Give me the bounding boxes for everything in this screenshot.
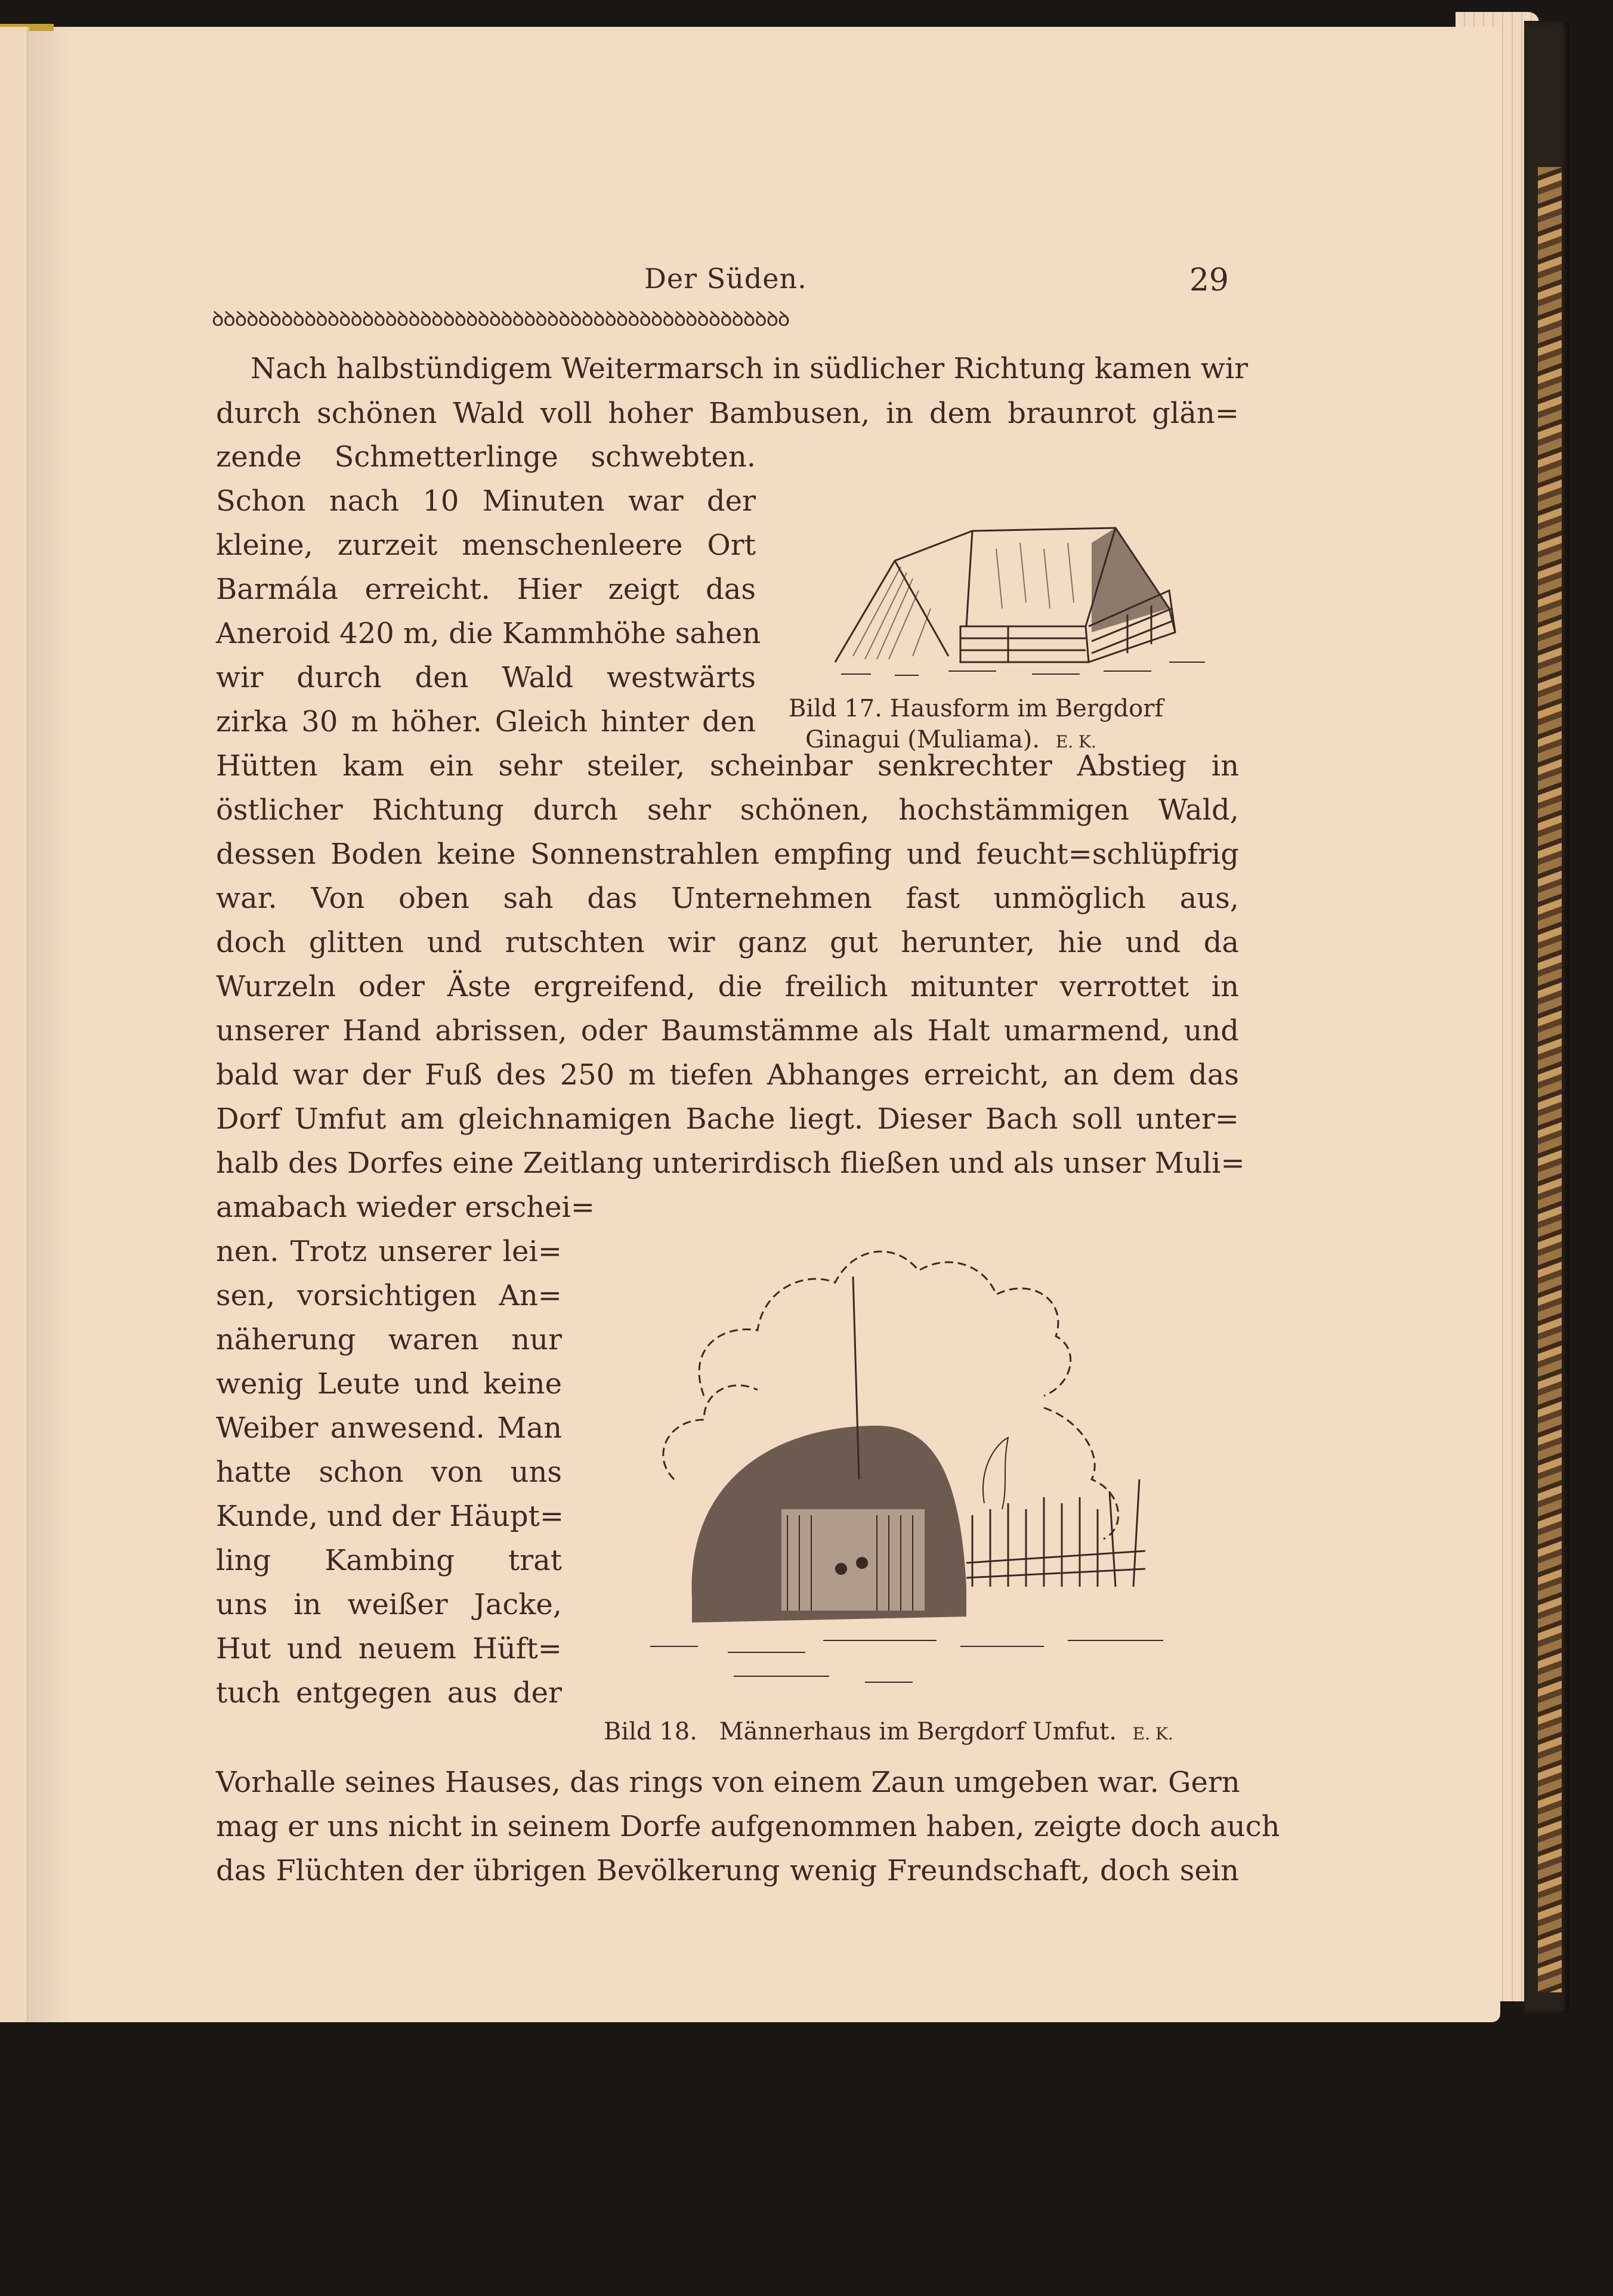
text-line: wir durch den Wald westwärts (216, 661, 756, 694)
mens-house-illustration (626, 1229, 1223, 1694)
caption-text: Hausform im Bergdorf (889, 695, 1164, 722)
text-line: Dorf Umfut am gleichnamigen Bache liegt. Dieser Bach soll unter= (216, 1102, 1239, 1136)
figure-18-caption (604, 1718, 1173, 1745)
page-header (215, 262, 1229, 304)
figure-17-caption (789, 695, 1163, 722)
text-line: wenig Leute und keine (216, 1367, 562, 1401)
text-line: das Flüchten der übrigen Bevölkerung wenig Freundschaft, doch sein (216, 1854, 1239, 1887)
figure-number: Bild 17. (789, 695, 882, 722)
text-line: doch glitten und rutschten wir ganz gut herunter, hie und da (216, 926, 1239, 959)
text-line: uns in weißer Jacke, (216, 1588, 562, 1621)
text-line: Vorhalle seines Hauses, das rings von einem Zaun umgeben war. Gern (216, 1766, 1240, 1799)
credit: E. K. (1055, 732, 1096, 752)
previous-page-edge (0, 27, 29, 2022)
caption-text: Männerhaus im Bergdorf Umfut. (719, 1718, 1117, 1745)
marbled-endpaper (1538, 167, 1562, 1992)
text-line: ling Kambing trat (216, 1544, 562, 1577)
running-title: Der Süden. (644, 262, 807, 295)
text-line: Kunde, und der Häupt= (216, 1500, 564, 1533)
text-line: hatte schon von uns (216, 1456, 562, 1489)
text-line: unserer Hand abrissen, oder Baumstämme als Halt umarmend, und (216, 1014, 1239, 1047)
text-line: Aneroid 420 m, die Kammhöhe sahen (216, 617, 761, 650)
text-line: zende Schmetterlinge schwebten. (216, 440, 756, 474)
text-line: dessen Boden keine Sonnenstrahlen empfing und feucht=schlüpfrig (216, 838, 1239, 871)
thatched-hut-illustration (817, 489, 1223, 686)
text-line: Hut und neuem Hüft= (216, 1632, 562, 1665)
gutter-shadow (30, 27, 75, 2022)
text-line: durch schönen Wald voll hoher Bambusen, in dem braunrot glän= (216, 397, 1239, 430)
text-line: Nach halbstündigem Weitermarsch in südlicher Richtung kamen wir (251, 352, 1249, 385)
text-line: tuch entgegen aus der (216, 1676, 562, 1710)
text-line: Schon nach 10 Minuten war der (216, 484, 756, 518)
text-line: östlicher Richtung durch sehr schönen, hochstämmigen Wald, (216, 793, 1239, 827)
text-line: war. Von oben sah das Unternehmen fast unmöglich aus, (216, 882, 1239, 915)
caption-text: Ginagui (Muliama). (805, 726, 1040, 753)
text-line: näherung waren nur (216, 1323, 562, 1356)
text-line: zirka 30 m höher. Gleich hinter den (216, 705, 756, 738)
ornamental-rule: ꝺꝺꝺꝺꝺꝺꝺꝺꝺꝺꝺꝺꝺꝺꝺꝺꝺꝺꝺꝺꝺꝺꝺꝺꝺꝺꝺꝺꝺꝺꝺꝺꝺꝺꝺꝺꝺꝺꝺꝺꝺꝺꝺꝺꝺꝺꝺꝺꝺꝺ (212, 307, 790, 328)
text-line: amabach wieder erschei= (216, 1191, 595, 1224)
text-line: mag er uns nicht in seinem Dorfe aufgenommen haben, zeigte doch auch (216, 1810, 1280, 1843)
page-number: 29 (1189, 262, 1229, 298)
text-line: halb des Dorfes eine Zeitlang unterirdisch fließen und als unser Muli= (216, 1147, 1245, 1180)
text-line: Barmála erreicht. Hier zeigt das (216, 573, 756, 606)
text-line: Wurzeln oder Äste ergreifend, die freilich mitunter verrottet in (216, 970, 1239, 1003)
credit: E. K. (1132, 1724, 1173, 1744)
text-line: nen. Trotz unserer lei= (216, 1235, 562, 1268)
figure-number: Bild 18. (604, 1718, 697, 1745)
text-line: bald war der Fuß des 250 m tiefen Abhanges erreicht, an dem das (216, 1058, 1239, 1092)
text-line: Weiber anwesend. Man (216, 1411, 562, 1445)
text-line: kleine, zurzeit menschenleere Ort (216, 529, 756, 562)
figure-17-caption-line2 (805, 726, 1096, 753)
text-line: sen, vorsichtigen An= (216, 1279, 562, 1312)
text-line: Hütten kam ein sehr steiler, scheinbar senkrechter Abstieg in (216, 749, 1239, 783)
